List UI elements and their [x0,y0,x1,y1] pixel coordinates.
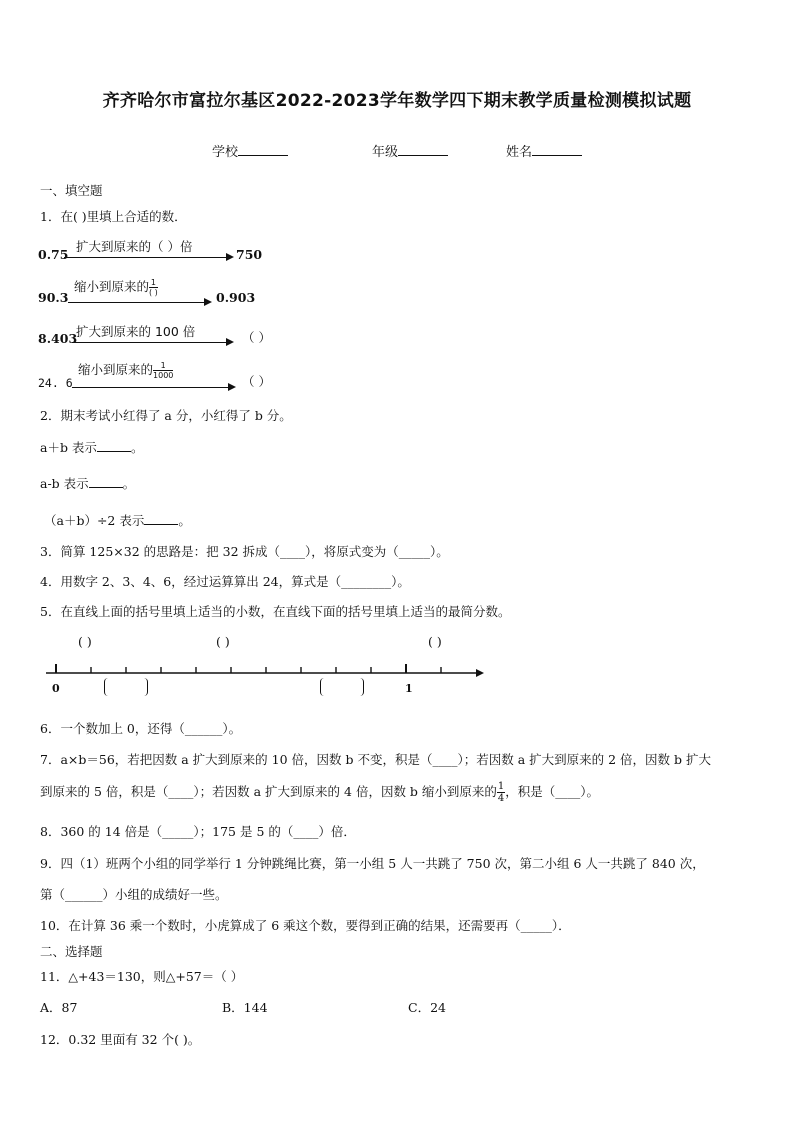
q1-arrow-row-4 [38,358,298,392]
question-1: 1．在( )里填上合适的数． [40,209,187,224]
upper-paren-2[interactable]: ( ) [216,634,230,649]
q2a-blank[interactable] [97,440,131,452]
q2a-end: 。 [130,440,144,455]
number-line-ticks [56,664,441,673]
question-5: 5．在直线上面的括号里填上适当的小数，在直线下面的括号里填上适当的最简分数。 [40,604,511,619]
q1-row2-frac-den: ( ) [149,288,158,297]
q11-option-b[interactable]: B．144 [222,1000,268,1015]
q1-row4-fraction [153,361,173,380]
school-field [212,141,288,160]
question-7-line2 [40,781,599,804]
question-2: 2．期末考试小红得了 a 分，小红得了 b 分。 [40,408,292,423]
q2c-text: （a＋b）÷2 表示 [44,513,145,528]
school-blank[interactable] [238,143,288,156]
q1-row1-from: 0.75 [38,247,69,262]
q1-row3-from: 8.403 [38,331,78,346]
name-label: 姓名 [506,145,533,160]
q1-arrow-row-3 [38,314,298,348]
name-blank[interactable] [532,143,582,156]
lower-bracket-2[interactable] [320,678,364,696]
q1-arrow-row-1 [38,230,278,264]
arrow-head-icon [204,298,212,306]
q1-row1-label: 扩大到原来的（ ）倍 [76,239,193,254]
upper-paren-3[interactable]: ( ) [428,634,442,649]
upper-paren-1[interactable]: ( ) [78,634,92,649]
question-7-line1: 7．a×b＝56，若把因数 a 扩大到原来的 10 倍，因数 b 不变，积是（____）；若因数 a 扩大到原来的 2 倍，因数 b 扩大 [40,752,711,767]
q2b-end: 。 [122,476,136,491]
q7-line2-end: ，积是（____）。 [505,784,600,799]
label-zero: 0 [52,682,60,695]
number-line [40,632,490,696]
q1-row2-label-text: 缩小到原来的 [74,279,150,294]
q1-row4-label-text: 缩小到原来的 [78,362,154,377]
q1-row4-frac-den: 1000 [153,371,174,380]
q7-frac-den: 4 [497,793,505,804]
q1-row3-label: 扩大到原来的 100 倍 [76,324,196,339]
q7-line2-text: 到原来的 5 倍，积是（____）；若因数 a 扩大到原来的 4 倍，因数 b 缩小到原来的 [40,784,497,799]
q2c-end: 。 [178,513,191,528]
school-label: 学校 [212,145,239,160]
q1-row1-arrow-line [64,257,228,258]
q11-option-c[interactable]: C．24 [408,1000,446,1015]
q1-arrow-row-2 [38,273,278,307]
q7-frac-num: 1 [497,781,505,792]
q2c-blank[interactable] [144,513,178,525]
lower-bracket-1[interactable] [104,678,148,696]
question-2c [44,511,191,529]
q1-row2-fraction [149,278,158,297]
number-line-arrow-icon [476,669,484,677]
question-6: 6．一个数加上 0，还得（______）。 [40,721,242,736]
section-choice-heading: 二、选择题 [40,944,103,959]
question-8: 8．360 的 14 倍是（_____）；175 是 5 的（____）倍． [40,824,356,839]
grade-label: 年级 [372,145,399,160]
arrow-head-icon [228,383,236,391]
question-9-line1: 9．四（1）班两个小组的同学举行 1 分钟跳绳比赛，第一小组 5 人一共跳了 750 次，第二小组 6 人一共跳了 840 次， [40,856,705,871]
question-4: 4．用数字 2、3、4、6，经过运算算出 24，算式是（________）。 [40,574,410,589]
q1-row2-to: 0.903 [216,290,256,305]
q1-row2-arrow-line [68,302,206,303]
section-fill-heading: 一、填空题 [40,183,103,198]
q1-row2-from: 90.3 [38,290,69,305]
arrow-head-icon [226,338,234,346]
name-field [506,141,582,160]
label-one: 1 [405,682,413,695]
q1-row3-arrow-line [72,342,228,343]
question-12: 12．0.32 里面有 32 个( )。 [40,1032,201,1047]
page-title: 齐齐哈尔市富拉尔基区2022-2023学年数学四下期末教学质量检测模拟试题 [102,91,692,111]
q2b-blank[interactable] [89,476,123,488]
question-2b [40,474,135,492]
q2a-text: a＋b 表示 [40,440,97,455]
grade-field [372,141,448,160]
q1-row4-from: 24. 6 [38,376,73,390]
q1-row1-to: 750 [236,247,263,262]
question-3: 3．简算 125×32 的思路是：把 32 拆成（____），将原式变为（_____）。 [40,544,449,559]
question-10: 10．在计算 36 乘一个数时，小虎算成了 6 乘这个数，要得到正确的结果，还需要再（_____）． [40,918,571,933]
arrow-head-icon [226,253,234,261]
q1-row4-arrow-line [72,387,230,388]
q1-row4-label [78,360,173,380]
q2b-text: a-b 表示 [40,476,89,491]
grade-blank[interactable] [398,143,448,156]
question-11: 11．△+43＝130，则△+57＝（ ） [40,969,244,984]
q1-row3-to: （ ） [242,330,271,345]
q11-option-a[interactable]: A．87 [40,1000,78,1015]
q1-row4-to: （ ） [242,374,271,389]
question-2a [40,438,143,456]
q1-row4-frac-num: 1 [153,361,173,371]
question-9-line2: 第（______）小组的成绩好一些。 [40,887,228,902]
q1-row2-frac-num: 1 [150,278,156,287]
q1-row2-label [74,277,158,297]
